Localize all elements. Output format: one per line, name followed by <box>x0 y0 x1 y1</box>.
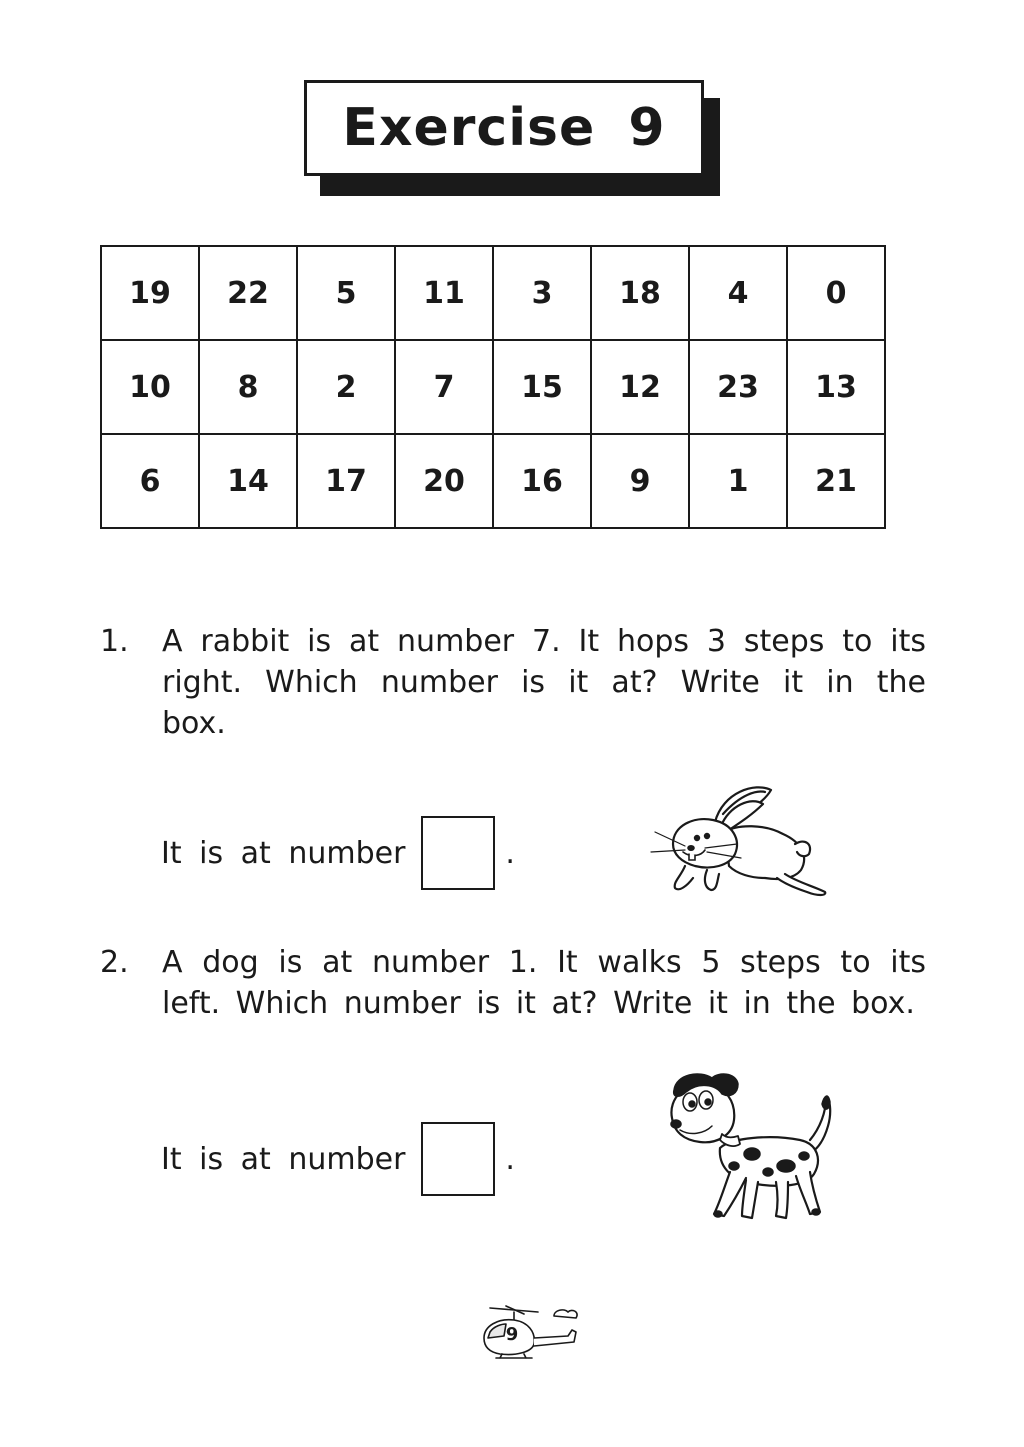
grid-cell: 11 <box>395 246 493 340</box>
grid-cell: 6 <box>101 434 199 528</box>
helicopter-icon <box>476 1302 586 1366</box>
exercise-title-banner <box>304 80 720 196</box>
grid-cell: 8 <box>199 340 297 434</box>
grid-cell: 22 <box>199 246 297 340</box>
grid-cell: 17 <box>297 434 395 528</box>
grid-cell: 18 <box>591 246 689 340</box>
answer-suffix: . <box>505 1141 515 1177</box>
page-title: Exercise 9 <box>342 98 666 158</box>
grid-cell: 19 <box>101 246 199 340</box>
grid-cell: 2 <box>297 340 395 434</box>
grid-cell: 15 <box>493 340 591 434</box>
grid-cell: 3 <box>493 246 591 340</box>
grid-cell: 20 <box>395 434 493 528</box>
answer-prefix: It is at number <box>161 1141 406 1177</box>
dog-icon <box>660 1068 840 1226</box>
grid-cell: 16 <box>493 434 591 528</box>
grid-cell: 12 <box>591 340 689 434</box>
question-1 <box>100 621 926 744</box>
grid-cell: 7 <box>395 340 493 434</box>
grid-cell: 9 <box>591 434 689 528</box>
question-text: A dog is at number 1. It walks 5 steps to its left. Which number is it at? Write it in the box. <box>162 945 926 1021</box>
answer-line-1 <box>161 816 515 890</box>
answer-box-2[interactable] <box>421 1122 495 1196</box>
title-box <box>304 80 704 176</box>
grid-row <box>101 340 885 434</box>
grid-cell: 13 <box>787 340 885 434</box>
grid-cell: 4 <box>689 246 787 340</box>
grid-cell: 5 <box>297 246 395 340</box>
answer-line-2 <box>161 1122 515 1196</box>
question-2 <box>100 942 926 1024</box>
grid-cell: 14 <box>199 434 297 528</box>
page-number: 9 <box>505 1324 519 1345</box>
answer-prefix: It is at number <box>161 835 406 871</box>
grid-cell: 10 <box>101 340 199 434</box>
grid-row <box>101 246 885 340</box>
answer-box-1[interactable] <box>421 816 495 890</box>
grid-row <box>101 434 885 528</box>
grid-cell: 23 <box>689 340 787 434</box>
number-grid <box>100 245 886 529</box>
question-text: A rabbit is at number 7. It hops 3 steps to its right. Which number is it at? Write it in the box. <box>162 624 926 741</box>
question-number: 2. <box>100 945 129 980</box>
grid-cell: 1 <box>689 434 787 528</box>
question-number: 1. <box>100 624 129 659</box>
answer-suffix: . <box>505 835 515 871</box>
grid-cell: 0 <box>787 246 885 340</box>
rabbit-icon <box>645 782 835 900</box>
grid-cell: 21 <box>787 434 885 528</box>
